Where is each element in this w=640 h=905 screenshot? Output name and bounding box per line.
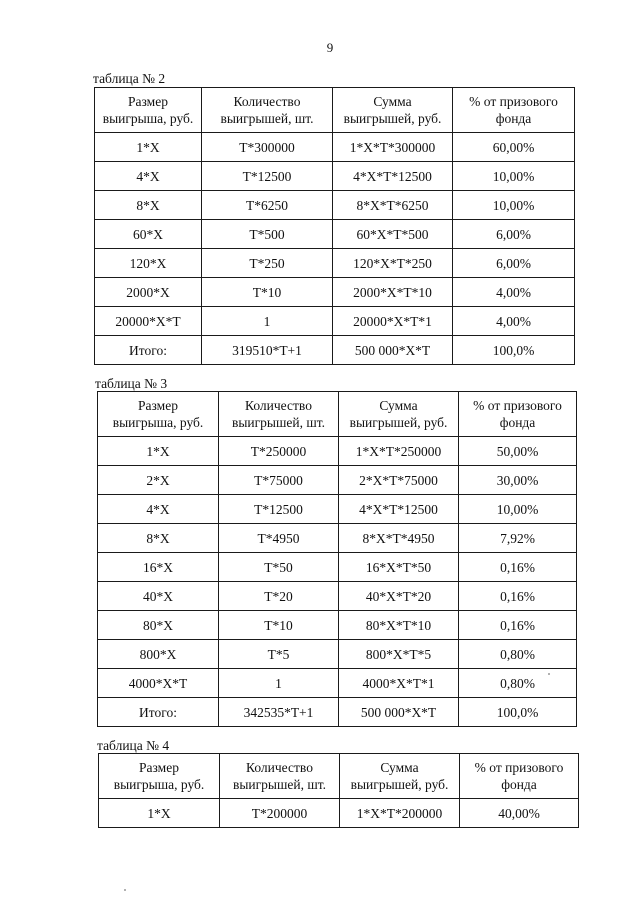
cell-prize-percent: 0,80% [459, 640, 577, 669]
header-line: выигрышей, руб. [343, 111, 442, 126]
table-row [95, 278, 575, 307]
cell-prize-percent: 0,16% [459, 582, 577, 611]
header-prize-percent [459, 392, 577, 437]
cell-prize-count: T*75000 [219, 466, 339, 495]
header-line: выигрыша, руб. [113, 777, 205, 792]
cell-prize-count: T*200000 [220, 799, 340, 828]
cell-prize-percent: 0,80% [459, 669, 577, 698]
cell-prize-count: 342535*T+1 [219, 698, 339, 727]
header-line: выигрышей, руб. [350, 777, 449, 792]
cell-prize-percent: 0,16% [459, 611, 577, 640]
header-line: выигрышей, шт. [232, 777, 327, 792]
cell-prize-size: 120*X [95, 249, 202, 278]
table-header-row [95, 88, 575, 133]
header-line: Размер [139, 760, 179, 775]
page-number: 9 [326, 40, 334, 55]
cell-prize-percent: 100,0% [459, 698, 577, 727]
table-row [98, 553, 577, 582]
cell-prize-percent: 6,00% [453, 249, 575, 278]
header-prize-percent [453, 88, 575, 133]
prize-table-4 [98, 753, 579, 828]
header-prize-sum [333, 88, 453, 133]
cell-prize-size: Итого: [98, 698, 219, 727]
header-line: Сумма [379, 398, 418, 413]
cell-prize-sum: 4*X*T*12500 [339, 495, 459, 524]
cell-prize-sum: 40*X*T*20 [339, 582, 459, 611]
cell-prize-sum: 60*X*T*500 [333, 220, 453, 249]
cell-prize-percent: 10,00% [453, 162, 575, 191]
cell-prize-sum: 8*X*T*6250 [333, 191, 453, 220]
cell-prize-size: 8*X [98, 524, 219, 553]
table-header-row [99, 754, 579, 799]
table-row [95, 336, 575, 365]
cell-prize-count: T*500 [202, 220, 333, 249]
header-line: Количество [245, 398, 312, 413]
cell-prize-sum: 8*X*T*4950 [339, 524, 459, 553]
cell-prize-size: 1*X [99, 799, 220, 828]
header-line: Количество [246, 760, 313, 775]
cell-prize-sum: 4*X*T*12500 [333, 162, 453, 191]
cell-prize-percent: 0,16% [459, 553, 577, 582]
header-line: Количество [233, 94, 301, 109]
header-line: выигрышей, шт. [220, 111, 314, 126]
table-row [98, 669, 577, 698]
cell-prize-sum: 80*X*T*10 [339, 611, 459, 640]
header-line: Сумма [380, 760, 419, 775]
table-header-row [98, 392, 577, 437]
cell-prize-percent: 6,00% [453, 220, 575, 249]
cell-prize-size: 16*X [98, 553, 219, 582]
header-prize-count [202, 88, 333, 133]
cell-prize-sum: 500 000*X*T [339, 698, 459, 727]
cell-prize-sum: 800*X*T*5 [339, 640, 459, 669]
cell-prize-percent: 100,0% [453, 336, 575, 365]
cell-prize-percent: 30,00% [459, 466, 577, 495]
table-2-caption: таблица № 2 [93, 71, 166, 86]
cell-prize-sum: 1*X*T*200000 [340, 799, 460, 828]
cell-prize-size: 2000*X [95, 278, 202, 307]
header-line: выигрыша, руб. [112, 415, 204, 430]
cell-prize-size: 60*X [95, 220, 202, 249]
cell-prize-count: T*5 [219, 640, 339, 669]
cell-prize-size: 1*X [95, 133, 202, 162]
table-row [98, 437, 577, 466]
table-row [95, 249, 575, 278]
cell-prize-size: 4*X [98, 495, 219, 524]
cell-prize-count: 319510*T+1 [202, 336, 333, 365]
table-row [95, 307, 575, 336]
cell-prize-count: T*4950 [219, 524, 339, 553]
header-line: Размер [128, 94, 168, 109]
prize-table-3 [97, 391, 577, 727]
cell-prize-size: 4000*X*T [98, 669, 219, 698]
header-prize-count [219, 392, 339, 437]
table-row [98, 611, 577, 640]
table-row [98, 640, 577, 669]
cell-prize-percent: 40,00% [460, 799, 579, 828]
header-line: фонда [499, 415, 536, 430]
header-prize-size [95, 88, 202, 133]
cell-prize-size: 20000*X*T [95, 307, 202, 336]
cell-prize-size: Итого: [95, 336, 202, 365]
cell-prize-count: T*250000 [219, 437, 339, 466]
table-row [98, 698, 577, 727]
cell-prize-sum: 2*X*T*75000 [339, 466, 459, 495]
header-line: % от призового [473, 398, 562, 413]
cell-prize-percent: 10,00% [453, 191, 575, 220]
header-line: Сумма [373, 94, 412, 109]
table-row [99, 799, 579, 828]
cell-prize-count: T*10 [202, 278, 333, 307]
cell-prize-sum: 16*X*T*50 [339, 553, 459, 582]
table-row [95, 162, 575, 191]
header-prize-size [99, 754, 220, 799]
cell-prize-count: 1 [202, 307, 333, 336]
header-prize-sum [340, 754, 460, 799]
header-prize-size [98, 392, 219, 437]
cell-prize-percent: 60,00% [453, 133, 575, 162]
cell-prize-size: 1*X [98, 437, 219, 466]
cell-prize-count: 1 [219, 669, 339, 698]
cell-prize-sum: 20000*X*T*1 [333, 307, 453, 336]
cell-prize-size: 800*X [98, 640, 219, 669]
cell-prize-sum: 4000*X*T*1 [339, 669, 459, 698]
table-3-caption: таблица № 3 [95, 376, 168, 391]
table-row [95, 133, 575, 162]
header-line: % от призового [474, 760, 564, 775]
table-row [98, 524, 577, 553]
header-line: фонда [495, 111, 532, 126]
cell-prize-count: T*6250 [202, 191, 333, 220]
cell-prize-count: T*300000 [202, 133, 333, 162]
cell-prize-percent: 10,00% [459, 495, 577, 524]
cell-prize-sum: 1*X*T*300000 [333, 133, 453, 162]
table-row [98, 495, 577, 524]
table-row [95, 191, 575, 220]
cell-prize-size: 40*X [98, 582, 219, 611]
table-row [98, 466, 577, 495]
header-line: Размер [138, 398, 178, 413]
header-prize-count [220, 754, 340, 799]
scan-speck [548, 673, 550, 675]
header-line: выигрыша, руб. [102, 111, 194, 126]
cell-prize-percent: 7,92% [459, 524, 577, 553]
table-row [95, 220, 575, 249]
cell-prize-count: T*12500 [202, 162, 333, 191]
cell-prize-size: 8*X [95, 191, 202, 220]
header-prize-percent [460, 754, 579, 799]
header-line: % от призового [469, 94, 558, 109]
cell-prize-sum: 2000*X*T*10 [333, 278, 453, 307]
cell-prize-count: T*250 [202, 249, 333, 278]
cell-prize-sum: 120*X*T*250 [333, 249, 453, 278]
cell-prize-percent: 4,00% [453, 307, 575, 336]
scan-speck [124, 889, 126, 891]
cell-prize-sum: 1*X*T*250000 [339, 437, 459, 466]
table-row [98, 582, 577, 611]
cell-prize-percent: 50,00% [459, 437, 577, 466]
cell-prize-count: T*50 [219, 553, 339, 582]
header-line: фонда [501, 777, 537, 792]
cell-prize-count: T*12500 [219, 495, 339, 524]
header-line: выигрышей, шт. [231, 415, 326, 430]
cell-prize-percent: 4,00% [453, 278, 575, 307]
header-prize-sum [339, 392, 459, 437]
cell-prize-sum: 500 000*X*T [333, 336, 453, 365]
prize-table-2 [94, 87, 575, 365]
cell-prize-size: 2*X [98, 466, 219, 495]
header-line: выигрышей, руб. [349, 415, 448, 430]
table-4-caption: таблица № 4 [97, 738, 170, 753]
cell-prize-size: 4*X [95, 162, 202, 191]
cell-prize-size: 80*X [98, 611, 219, 640]
cell-prize-count: T*10 [219, 611, 339, 640]
cell-prize-count: T*20 [219, 582, 339, 611]
